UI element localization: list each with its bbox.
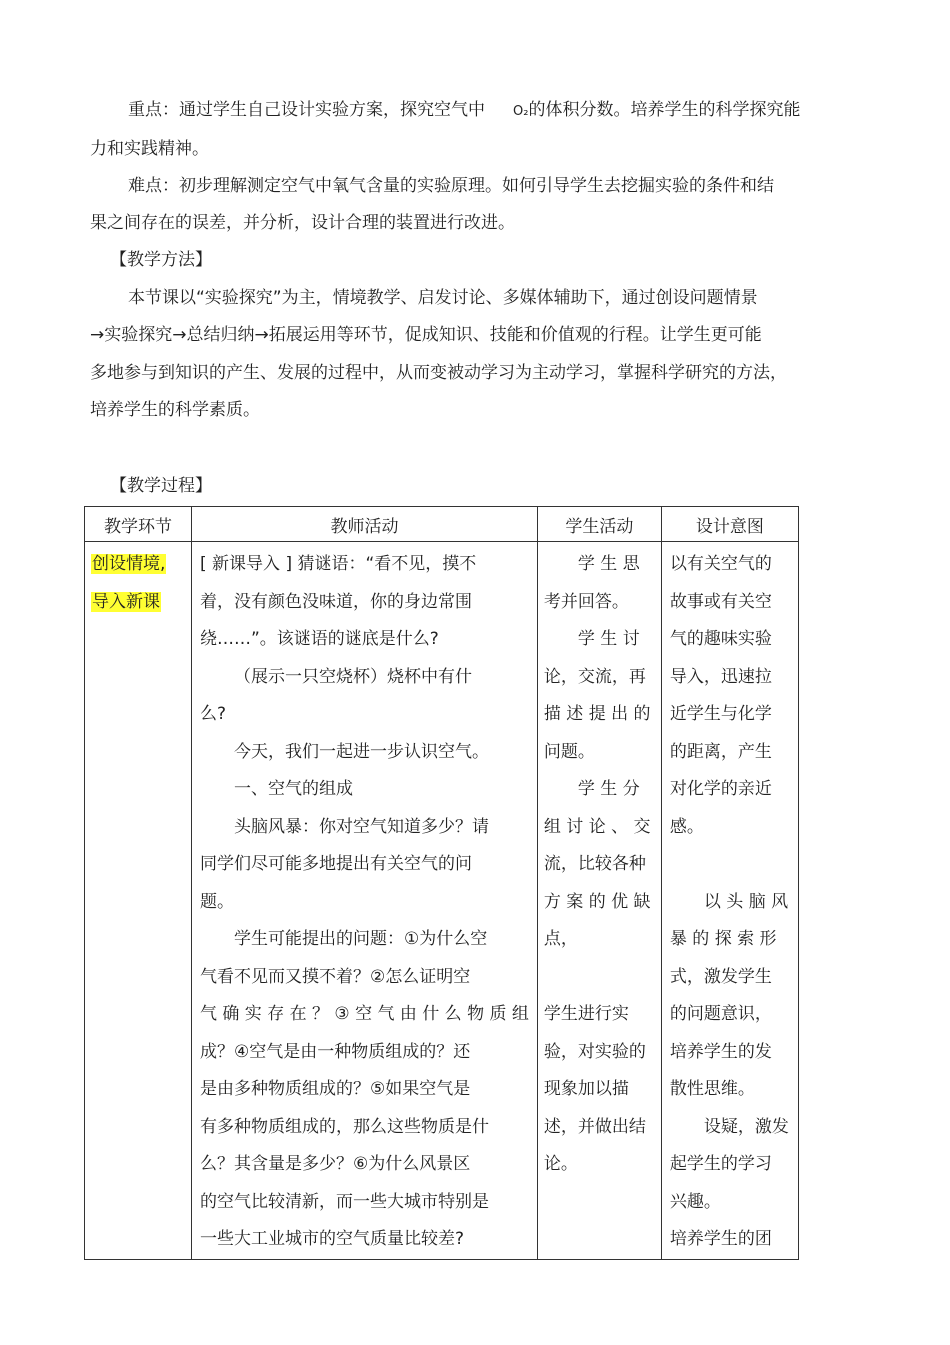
method-heading: 【教学方法】 [110, 250, 212, 270]
teacher-line: 的空气比较清新，而一些大城市特别是 [200, 1191, 489, 1212]
teacher-line: 么？其含量是多少？⑥为什么风景区 [200, 1154, 471, 1174]
design-intent-cell [661, 542, 798, 1260]
teacher-line: 一、空气的组成 [234, 779, 353, 799]
student-line: 组 讨 论 、 交 [543, 816, 651, 837]
intent-line: 式，激发学生 [669, 966, 772, 987]
method-line-4: 培养学生的科学素质。 [90, 400, 260, 420]
method-line-1: 本节课以“实验探究”为主，情境教学、启发讨论、多媒体辅助下，通过创设问题情景 [128, 288, 758, 308]
intent-line: 的问题意识， [669, 1004, 772, 1024]
student-line: 学 生 思 [577, 554, 640, 574]
intent-lines [670, 546, 792, 1259]
header-intent: 设计意图 [661, 507, 798, 542]
teacher-line: [ 新课导入 ] 猜谜语：“看不见，摸不 [200, 554, 477, 574]
intent-line: 导入，迅速拉 [669, 666, 772, 687]
student-line [544, 959, 655, 997]
stage-line-1 [91, 546, 191, 584]
teacher-line: 着，没有颜色没味道，你的身边常围 [200, 591, 472, 612]
stage-highlight-2: 导入新课 [92, 591, 160, 612]
teacher-line: 今天，我们一起进一步认识空气。 [234, 741, 489, 762]
intent-line: 设疑，激发 [703, 1116, 789, 1137]
key-point-line-1 [128, 98, 800, 124]
teacher-line: 学生可能提出的问题：①为什么空 [234, 929, 488, 949]
student-line [544, 1184, 655, 1222]
intent-line: 暴 的 探 索 形 [669, 929, 777, 949]
teacher-line: 是由多种物质组成的？⑤如果空气是 [200, 1079, 471, 1099]
method-line-3: 多地参与到知识的产生、发展的过程中，从而变被动学习为主动学习，掌握科学研究的方法， [90, 363, 787, 383]
stage-highlight-1: 创设情境, [92, 554, 166, 574]
student-line [544, 1221, 655, 1259]
student-line: 验，对实验的 [543, 1041, 646, 1062]
teacher-line: 有多种物质组成的，那么这些物质是什 [200, 1116, 489, 1137]
intent-line: 对化学的亲近 [669, 779, 772, 799]
student-line: 论，交流，再 [543, 666, 646, 687]
o2-symbol: O₂ [513, 104, 529, 119]
student-line: 学生进行实 [543, 1004, 629, 1024]
teacher-line: 头脑风暴：你对空气知道多少？请 [234, 816, 489, 837]
method-line-2: →实验探究→总结归纳→拓展运用等环节，促成知识、技能和价值观的行程。让学生更可能 [90, 325, 762, 345]
stage-line-2 [91, 584, 191, 622]
student-line: 论。 [543, 1154, 578, 1174]
key-point-text-b: 的体积分数。培养学生的科学探究能 [528, 100, 801, 120]
intent-line: 的距离，产生 [669, 741, 772, 762]
student-line: 方 案 的 优 缺 [543, 891, 651, 912]
teacher-activity-cell [192, 542, 538, 1260]
header-student: 学生活动 [537, 507, 661, 542]
key-point-text-a: 重点：通过学生自己设计实验方案，探究空气中 [128, 100, 485, 120]
intent-line: 培养学生的发 [669, 1041, 772, 1062]
student-lines [544, 546, 655, 1259]
intent-line: 散性思维。 [669, 1079, 755, 1099]
teacher-line: 绕……”。该谜语的谜底是什么? [200, 629, 439, 649]
student-line: 学 生 讨 [577, 629, 640, 649]
student-line: 学 生 分 [577, 779, 640, 799]
student-activity-cell [537, 542, 661, 1260]
student-line: 现象加以描 [543, 1079, 629, 1099]
teacher-line: 么? [200, 704, 227, 724]
intent-line: 兴趣。 [669, 1191, 721, 1212]
key-point-line-2: 力和实践精神。 [90, 139, 209, 159]
intent-line: 以有关空气的 [669, 554, 772, 574]
intent-line: 起学生的学习 [669, 1154, 772, 1174]
teacher-line: （展示一只空烧杯）烧杯中有什 [234, 666, 472, 687]
intent-line [670, 846, 792, 884]
process-heading: 【教学过程】 [110, 476, 212, 496]
intent-line: 故事或有关空 [669, 591, 772, 612]
teaching-process-table [84, 506, 799, 1260]
difficulty-line-2: 果之间存在的误差，并分析，设计合理的装置进行改进。 [90, 213, 515, 233]
student-line: 描 述 提 出 的 [543, 704, 651, 724]
stage-cell [85, 542, 192, 1260]
student-line: 问题。 [543, 741, 595, 762]
intent-line: 近学生与化学 [669, 704, 772, 724]
teacher-line: 成？④空气是由一种物质组成的？还 [200, 1041, 471, 1062]
student-line: 点， [543, 929, 578, 949]
student-line: 述，并做出结 [543, 1116, 646, 1137]
teacher-line: 同学们尽可能多地提出有关空气的问 [200, 854, 472, 874]
intent-line: 感。 [669, 816, 704, 837]
difficulty-line-1: 难点：初步理解测定空气中氧气含量的实验原理。如何引导学生去挖掘实验的条件和结 [128, 176, 774, 196]
student-line: 流，比较各种 [543, 854, 646, 874]
table-header-row [85, 507, 799, 542]
teacher-line: 气看不见而又摸不着？②怎么证明空 [200, 966, 471, 987]
intent-line: 以 头 脑 风 [703, 891, 789, 912]
header-stage: 教学环节 [85, 507, 192, 542]
teacher-line: 题。 [200, 891, 234, 912]
table-row [85, 542, 799, 1260]
teacher-lines [200, 546, 529, 1259]
student-line: 考并回答。 [543, 591, 629, 612]
header-teacher: 教师活动 [192, 507, 538, 542]
teacher-line: 气 确 实 存 在 ？ ③ 空 气 由 什 么 物 质 组 [200, 1004, 529, 1024]
intent-line: 气的趣味实验 [669, 629, 772, 649]
intent-line: 培养学生的团 [669, 1229, 772, 1249]
teacher-line: 一些大工业城市的空气质量比较差? [200, 1229, 465, 1249]
